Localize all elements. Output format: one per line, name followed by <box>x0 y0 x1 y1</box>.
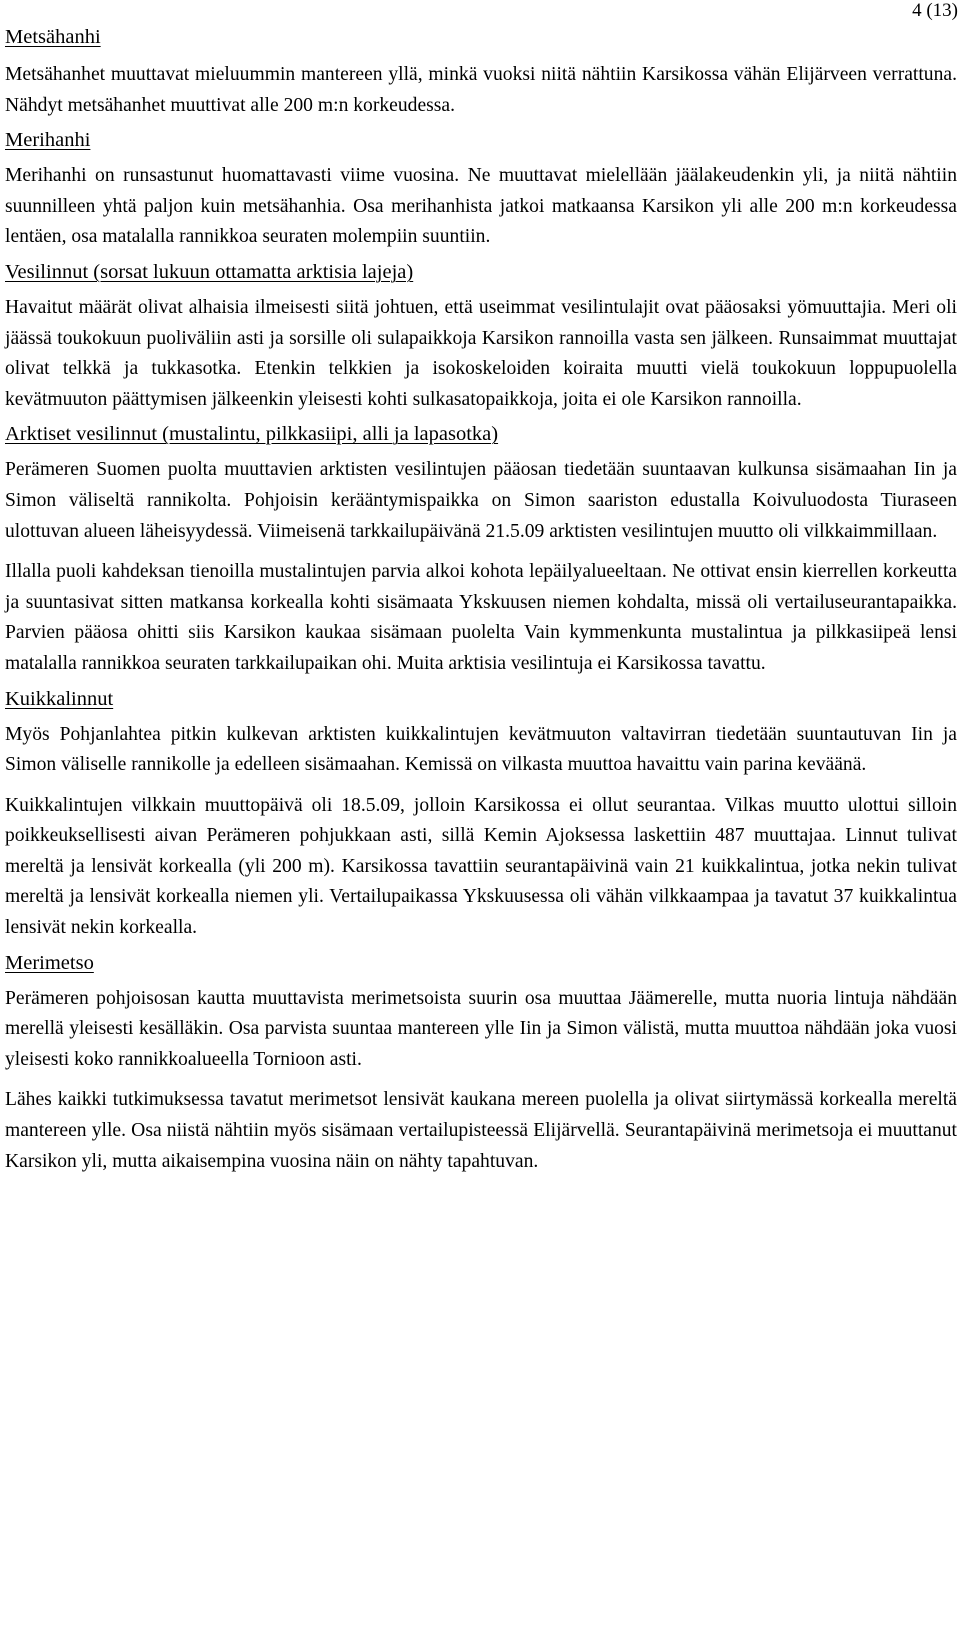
paragraph-arktiset-2: Illalla puoli kahdeksan tienoilla mustalintujen parvia alkoi kohota lepäilyalueeltaan. Ne ottivat ensin kierrellen korkeutta ja suuntasivat sitten matkansa korkealla kohti sisämaata Ykskuusen niemen kohdalta, missä oli vertailuseurantapaikka. Parvien pääosa ohitti siis Karsikon kaukaa sisämaan puolelta Vain kymmenkunta mustalintua ja pilkkasiipeä lensi matalalla rannikkoa seuraten tarkkailupaikan ohi. Muita arktisia vesilintuja ei Karsikossa tavattu. <box>5 561 957 674</box>
paragraph-kuikkalinnut-2: Kuikkalintujen vilkkain muuttopäivä oli 18.5.09, jolloin Karsikossa ei ollut seurantaa. Vilkas muutto ulottui silloin poikkeuksellisesti aivan Perämeren pohjukkaan asti, sillä Kemin Ajoksessa laskettiin 487 muuttajaa. Linnut tulivat mereltä ja lensivät korkealla (yli 200 m). Karsikossa tavattiin seurantapäivinä vain 21 kuikkalintua, jotka nekin tulivat mereltä ja lensivät korkealla niemen yli. Vertailupaikassa Ykskuusessa oli vähän vilkkaampaa ja tavatut 37 kuikkalintua lensivät nekin korkealla. <box>5 794 957 939</box>
paragraph-merihanhi-1: Merihanhi on runsastunut huomattavasti viime vuosina. Ne muuttavat mielellään jäälakeudenkin yli, ja niitä nähtiin suunnilleen yhtä paljon kuin metsähanhia. Osa merihanhista jatkoi matkaansa Karsikon yli alle 200 m:n korkeudessa lentäen, osa matalalla rannikkoa seuraten molempiin suuntiin. <box>5 165 957 248</box>
section-heading-vesilinnut: Vesilinnut (sorsat lukuun ottamatta arktisia lajeja) <box>5 260 414 283</box>
section-heading-metsahanhi: Metsähanhi <box>5 26 101 48</box>
section-heading-kuikkalinnut: Kuikkalinnut <box>5 687 114 710</box>
paragraph-kuikkalinnut-1: Myös Pohjanlahtea pitkin kulkevan arktisten kuikkalintujen kevätmuuton valtavirran tiedetään suuntautuvan Iin ja Simon väliselle rannikolle ja edelleen sisämaahan. Kemissä on vilkasta muuttoa havaittu vain parina keväänä. <box>5 723 957 776</box>
page-number: 4 (13) <box>912 0 958 21</box>
paragraph-metsahanhi-1: Metsähanhet muuttavat mieluummin mantereen yllä, minkä vuoksi niitä nähtiin Karsikossa vähän Elijärveen verrattuna. Nähdyt metsähanhet muuttivat alle 200 m:n korkeudessa. <box>5 64 957 116</box>
document-body <box>5 20 957 1177</box>
paragraph-arktiset-1: Perämeren Suomen puolta muuttavien arktisten vesilintujen pääosan tiedetään suuntaavan kulkunsa sisämaahan Iin ja Simon väliseltä rannikolta. Pohjoisin kerääntymispaikka on Simon saariston edustalla Koivuluodosta Tiuraseen ulottuvan alueen läheisyydessä. Viimeisenä tarkkailupäivänä 21.5.09 arktisten vesilintujen muutto oli vilkkaimmillaan. <box>5 459 957 542</box>
paragraph-vesilinnut-1: Havaitut määrät olivat alhaisia ilmeisesti siitä johtuen, että useimmat vesilintulajit ovat pääosaksi yömuuttajia. Meri oli jäässä toukokuun puoliväliin asti ja sorsille oli sulapaikkoja Karsikon rannoilla vasta sen jälkeen. Runsaimmat muuttajat olivat telkkä ja tukkasotka. Etenkin telkkien ja isokoskeloiden koiraita muutti vielä toukokuun loppupuolella kevätmuuton päättymisen jälkeenkin yleisesti kohti sulkasatopaikkoja, joita ei ole Karsikon rannoilla. <box>5 296 957 410</box>
paragraph-merimetso-2: Lähes kaikki tutkimuksessa tavatut merimetsot lensivät kaukana mereen puolella ja olivat siirtymässä korkealla mereltä mantereen ylle. Osa niistä nähtiin myös sisämaan vertailupisteessä Elijärvellä. Seurantapäivinä merimetsoja ei muuttanut Karsikon yli, mutta aikaisempina vuosina näin on nähty tapahtuvan. <box>5 1089 957 1172</box>
section-heading-merimetso: Merimetso <box>5 951 94 974</box>
section-heading-arktiset-vesilinnut: Arktiset vesilinnut (mustalintu, pilkkasiipi, alli ja lapasotka) <box>5 423 499 446</box>
section-heading-merihanhi: Merihanhi <box>5 129 91 152</box>
paragraph-merimetso-1: Perämeren pohjoisosan kautta muuttavista merimetsoista suurin osa muuttaa Jäämerelle, mutta nuoria lintuja nähdään merellä yleisesti kesälläkin. Osa parvista suuntaa mantereen ylle Iin ja Simon välistä, mutta muuttoa nähdään joka vuosi yleisesti koko rannikkoalueella Tornioon asti. <box>5 987 957 1070</box>
